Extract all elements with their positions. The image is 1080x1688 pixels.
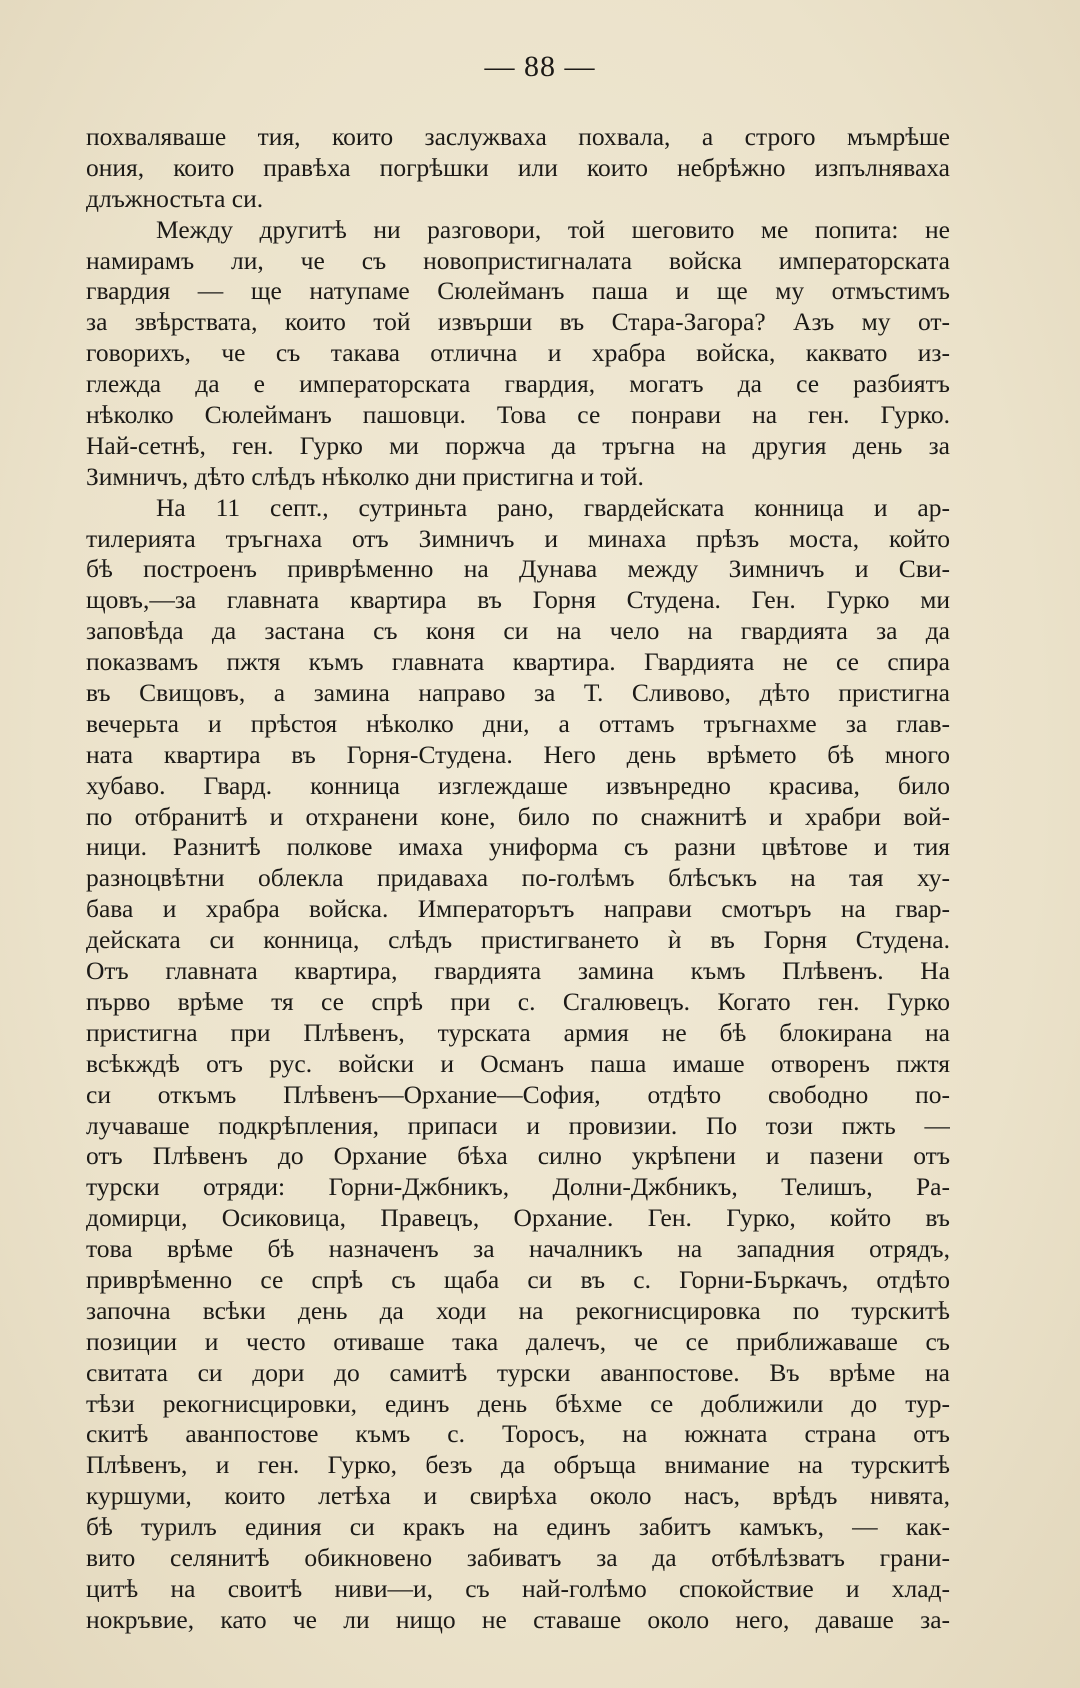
text-line: си откъмъ Плѣвенъ—Орхание—София, отдѣто свободно по- xyxy=(86,1079,950,1109)
text-line: глежда да е императорската гвардия, могатъ да се разбиятъ xyxy=(86,369,950,399)
text-line: гвардия — ще натупаме Сюлейманъ паша и ще му отмъстимъ xyxy=(86,276,950,306)
text-line: въ Свищовъ, а замина направо за Т. Сливово, дѣто пристигна xyxy=(86,678,950,708)
text-line: ната квартира въ Горня-Студена. Него день врѣмето бѣ много xyxy=(86,739,950,769)
text-line: разноцвѣтни облекла придаваха по-голѣмъ блѣсъкъ на тая ху- xyxy=(86,863,950,893)
text-line: бѣ турилъ единия си кракъ на единъ забитъ камъкъ, — как- xyxy=(86,1512,950,1542)
text-line: тѣзи рекогнисцировки, единъ день бѣхме се доближили до тур- xyxy=(86,1388,950,1418)
text-line: свитата си дори до самитѣ турски аванпостове. Въ врѣме на xyxy=(86,1357,950,1387)
text-line: Отъ главната квартира, гвардията замина къмъ Плѣвенъ. На xyxy=(86,956,950,986)
text-line: нокръвие, като че ли нищо не ставаше около него, даваше за- xyxy=(86,1604,950,1634)
text-line: турски отряди: Горни-Джбникъ, Долни-Джбникъ, Телишъ, Ра- xyxy=(86,1172,950,1202)
page-number: — 88 — xyxy=(484,50,596,83)
text-line: Плѣвенъ, и ген. Гурко, безъ да обръща внимание на турскитѣ xyxy=(86,1450,950,1480)
text-line: пристигна при Плѣвенъ, турската армия не бѣ блокирана на xyxy=(86,1017,950,1047)
text-line: скитѣ аванпостове къмъ с. Торосъ, на южната страна отъ xyxy=(86,1419,950,1449)
text-line: вечерьта и прѣстоя нѣколко дни, а оттамъ тръгнахме за глав- xyxy=(86,708,950,738)
text-line: длъжностьта си. xyxy=(86,183,264,213)
text-line: Зимничъ, дѣто слѣдъ нѣколко дни пристигна и той. xyxy=(86,461,644,491)
text-line: ници. Разнитѣ полкове имаха униформа съ разни цвѣтове и тия xyxy=(86,832,950,862)
text-line: цитѣ на своитѣ ниви—и, съ най-голѣмо спокойствие и хлад- xyxy=(86,1573,950,1603)
text-line: всѣкждѣ отъ рус. войски и Османъ паша имаше отворенъ пжтя xyxy=(86,1048,950,1078)
text-line: това врѣме бѣ назначенъ за началникъ на западния отрядъ, xyxy=(86,1234,950,1264)
text-line: заповѣда да застана съ коня си на чело на гвардията за да xyxy=(86,616,950,646)
text-line: по отбранитѣ и отхранени коне, било по снажнитѣ и храбри вой- xyxy=(86,801,950,831)
text-line: бѣ построенъ приврѣменно на Дунава между Зимничъ и Сви- xyxy=(86,554,950,584)
text-line: лучаваше подкрѣпления, припаси и провизии. По този пжть — xyxy=(86,1110,950,1140)
text-line: отъ Плѣвенъ до Орхание бѣха силно укрѣпени и пазени отъ xyxy=(86,1141,950,1171)
text-line: за звѣрствата, които той извърши въ Стара-Загора? Азъ му от- xyxy=(86,307,950,337)
paragraph xyxy=(86,122,950,215)
text-line: нѣколко Сюлейманъ пашовци. Това се понрави на ген. Гурко. xyxy=(86,400,950,430)
text-line: позиции и често отиваше така далечъ, че се приближаваше съ xyxy=(86,1326,950,1356)
text-line: Най-сетнѣ, ген. Гурко ми поржча да тръгна на другия день за xyxy=(86,430,950,460)
text-line: бава и храбра войска. Императорътъ направи смотъръ на гвар- xyxy=(86,894,950,924)
text-line: Между другитѣ ни разговори, той шеговито ме попита: не xyxy=(156,214,950,244)
text-line: показвамъ пжтя къмъ главната квартира. Гвардията не се спира xyxy=(86,647,950,677)
paragraph xyxy=(86,493,950,1636)
body-text xyxy=(86,122,950,1636)
text-line: първо врѣме тя се спрѣ при с. Сгалювецъ. Когато ген. Гурко xyxy=(86,986,950,1016)
paragraph xyxy=(86,215,950,493)
text-line: хубаво. Гвард. конница изглеждаше извънредно красива, било xyxy=(86,770,950,800)
text-line: куршуми, които летѣха и свирѣха около насъ, врѣдъ нивята, xyxy=(86,1481,950,1511)
text-line: На 11 септ., сутриньта рано, гвардейската конница и ар- xyxy=(156,492,950,522)
text-line: дейската си конница, слѣдъ пристигването ѝ въ Горня Студена. xyxy=(86,925,950,955)
text-line: ония, които правѣха погрѣшки или които небрѣжно изпълняваха xyxy=(86,152,950,182)
text-line: похваляваше тия, които заслужваха похвала, а строго мъмрѣше xyxy=(86,122,950,151)
text-line: започна всѣки день да ходи на рекогнисцировка по турскитѣ xyxy=(86,1295,950,1325)
text-line: намирамъ ли, че съ новопристигналата войска императорската xyxy=(86,245,950,275)
text-line: вито селянитѣ обикновено забиватъ за да отбѣлѣзватъ грани- xyxy=(86,1542,950,1572)
text-line: домирци, Осиковица, Правецъ, Орхание. Ген. Гурко, който въ xyxy=(86,1203,950,1233)
text-line: приврѣменно се спрѣ съ щаба си въ с. Горни-Бъркачъ, отдѣто xyxy=(86,1264,950,1294)
text-line: говорихъ, че съ такава отлична и храбра войска, каквато из- xyxy=(86,338,950,368)
text-line: тилерията тръгнаха отъ Зимничъ и минаха прѣзъ моста, който xyxy=(86,523,950,553)
text-line: щовъ,—за главната квартира въ Горня Студена. Ген. Гурко ми xyxy=(86,585,950,615)
